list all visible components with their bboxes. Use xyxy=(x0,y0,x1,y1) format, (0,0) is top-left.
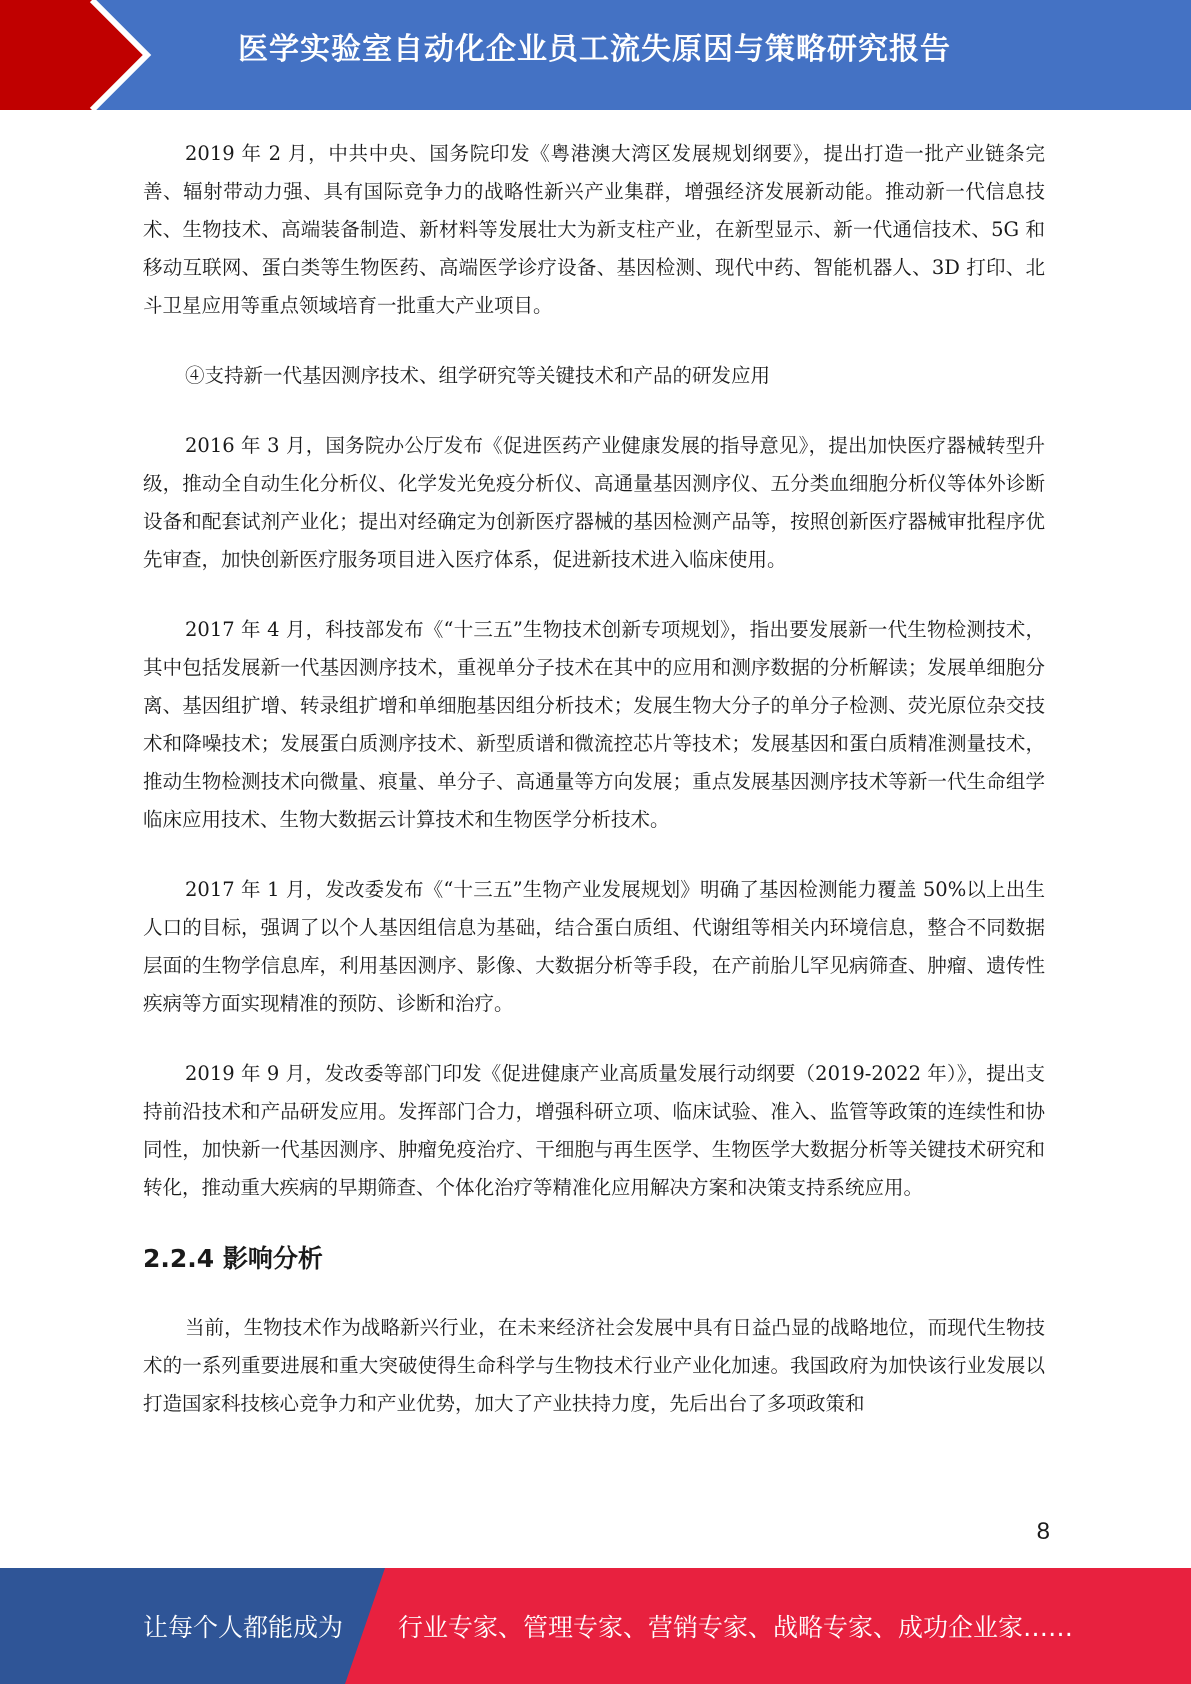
section-heading: 2.2.4 影响分析 xyxy=(143,1244,323,1273)
paragraph: 2019 年 9 月，发改委等部门印发《促进健康产业高质量发展行动纲要（2019-2022 年）》，提出支持前沿技术和产品研发应用。发挥部门合力，增强科研立项、临床试验、准入、监管等政策的连续性和协同性，加快新一代基因测序、肿瘤免疫治疗、干细胞与再生医学、生物医学大数据分析等关键技术研究和转化，推动重大疾病的早期筛查、个体化治疗等精准化应用解决方案和决策支持系统应用。 xyxy=(143,1062,1045,1199)
page-header xyxy=(0,0,1191,110)
footer-slogan-left: 让每个人都能成为 xyxy=(143,1613,344,1642)
header-arrow-decoration xyxy=(0,0,160,110)
paragraph: 2017 年 1 月，发改委发布《“十三五”生物产业发展规划》明确了基因检测能力覆盖 50%以上出生人口的目标，强调了以个人基因组信息为基础，结合蛋白质组、代谢组等相关内环境信息，整合不同数据层面的生物学信息库，利用基因测序、影像、大数据分析等手段，在产前胎儿罕见病筛查、肿瘤、遗传性疾病等方面实现精准的预防、诊断和治疗。 xyxy=(143,878,1045,1015)
page-footer xyxy=(0,1568,1191,1684)
document-title: 医学实验室自动化企业员工流失原因与策略研究报告 xyxy=(238,32,951,67)
paragraph: 2019 年 2 月，中共中央、国务院印发《粤港澳大湾区发展规划纲要》，提出打造一批产业链条完善、辐射带动力强、具有国际竞争力的战略性新兴产业集群，增强经济发展新动能。推动新一代信息技术、生物技术、高端装备制造、新材料等发展壮大为新支柱产业，在新型显示、新一代通信技术、5G 和移动互联网、蛋白类等生物医药、高端医学诊疗设备、基因检测、现代中药、智能机器人、3D 打印、北斗卫星应用等重点领域培育一批重大产业项目。 xyxy=(143,142,1045,317)
paragraph: 2016 年 3 月，国务院办公厅发布《促进医药产业健康发展的指导意见》，提出加快医疗器械转型升级，推动全自动生化分析仪、化学发光免疫分析仪、高通量基因测序仪、五分类血细胞分析仪等体外诊断设备和配套试剂产业化；提出对经确定为创新医疗器械的基因检测产品等，按照创新医疗器械审批程序优先审查，加快创新医疗服务项目进入医疗体系，促进新技术进入临床使用。 xyxy=(143,434,1045,571)
footer-slogan-right: 行业专家、管理专家、营销专家、战略专家、成功企业家…… xyxy=(398,1613,1074,1642)
page-content xyxy=(143,135,1045,1455)
paragraph: 当前，生物技术作为战略新兴行业，在未来经济社会发展中具有日益凸显的战略地位，而现代生物技术的一系列重要进展和重大突破使得生命科学与生物技术行业产业化加速。我国政府为加快该行业发展以打造国家科技核心竞争力和产业优势，加大了产业扶持力度，先后出台了多项政策和 xyxy=(143,1316,1045,1415)
page-number: 8 xyxy=(1036,1518,1050,1545)
list-item-heading: ④支持新一代基因测序技术、组学研究等关键技术和产品的研发应用 xyxy=(185,364,771,387)
paragraph: 2017 年 4 月，科技部发布《“十三五”生物技术创新专项规划》，指出要发展新一代生物检测技术，其中包括发展新一代基因测序技术，重视单分子技术在其中的应用和测序数据的分析解读；发展单细胞分离、基因组扩增、转录组扩增和单细胞基因组分析技术；发展生物大分子的单分子检测、荧光原位杂交技术和降噪技术；发展蛋白质测序技术、新型质谱和微流控芯片等技术；发展基因和蛋白质精准测量技术，推动生物检测技术向微量、痕量、单分子、高通量等方向发展；重点发展基因测序技术等新一代生命组学临床应用技术、生物大数据云计算技术和生物医学分析技术。 xyxy=(143,618,1045,831)
